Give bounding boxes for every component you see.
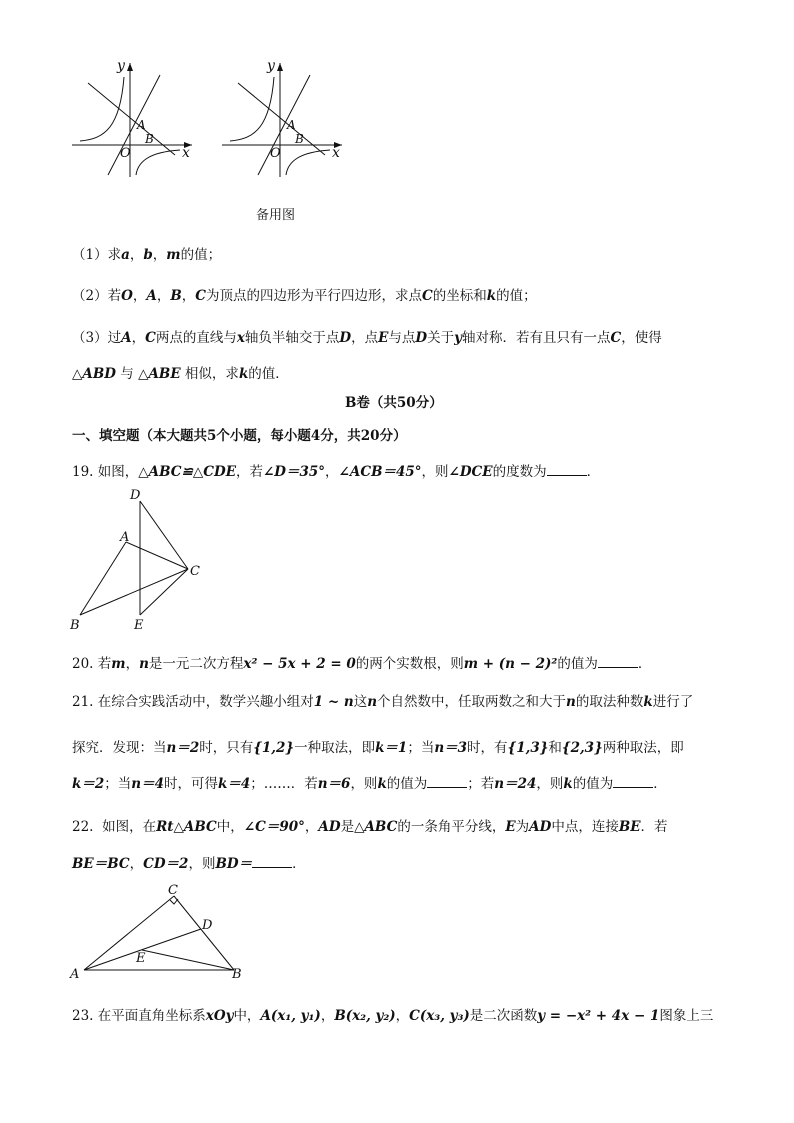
figure-left	[72, 58, 192, 177]
label-d: D	[202, 918, 213, 933]
question-21-line-2: 探究．发现：当n＝2时，只有{1,2}一种取法，即k＝1；当n＝3时，有{1,3}和{2,3}两种取法，即	[72, 740, 684, 756]
question-19: 19. 如图，△ABC≌△CDE，若∠D＝35°，∠ACB＝45°，则∠DCE的度数为 ．	[72, 464, 601, 480]
origin-label: O	[120, 146, 131, 161]
section-b-title: B卷（共50分）	[345, 395, 443, 411]
question-22-line-2: BE＝BC，CD＝2，则BD＝ ．	[72, 856, 306, 872]
answer-blank-2[interactable]	[613, 775, 653, 788]
point-b-label: B	[145, 132, 154, 146]
x-axis-label: x	[332, 145, 340, 161]
top-figures	[60, 55, 360, 180]
figure-right	[222, 58, 342, 177]
question-part-3-line-2: △ABD 与 △ABE 相似，求k的值．	[72, 366, 289, 382]
section-b-subtitle: 一、填空题（本大题共5个小题，每小题4分，共20分）	[72, 428, 407, 444]
question-23: 23. 在平面直角坐标系xOy中，A(x₁, y₁)，B(x₂, y₂)，C(x₃, y₃)是二次函数y = −x² + 4x − 1图象上三	[72, 1008, 714, 1024]
label-a: A	[70, 967, 80, 982]
label-e: E	[134, 618, 144, 633]
label-c: C	[190, 564, 200, 579]
point-a-label: A	[287, 118, 296, 132]
x-axis-label: x	[182, 145, 190, 161]
point-b-label: B	[295, 132, 304, 146]
label-c: C	[168, 883, 178, 898]
answer-blank[interactable]	[547, 463, 587, 476]
y-axis-label: y	[117, 58, 125, 74]
answer-blank[interactable]	[252, 855, 292, 868]
answer-blank-1[interactable]	[427, 775, 467, 788]
label-b: B	[70, 618, 80, 633]
question-part-2: （2）若O，A，B，C为顶点的四边形为平行四边形，求点C的坐标和k的值；	[72, 288, 537, 304]
q19-figure	[68, 487, 218, 635]
question-part-3-line-1: （3）过A，C两点的直线与x轴负半轴交于点D，点E与点D关于y轴对称．若有且只有一点C，使得	[72, 330, 662, 346]
origin-label: O	[270, 146, 281, 161]
point-a-label: A	[137, 118, 146, 132]
question-22-line-1: 22. 如图，在Rt△ABC中，∠C＝90°，AD是△ABC的一条角平分线，E为AD中点，连接BE．若	[72, 819, 668, 835]
label-e: E	[136, 951, 146, 966]
answer-blank[interactable]	[598, 655, 638, 668]
label-a: A	[120, 530, 130, 545]
question-20: 20. 若m，n是一元二次方程x² − 5x + 2 = 0的两个实数根，则m + (n − 2)²的值为 ．	[72, 656, 652, 672]
q22-figure	[66, 882, 256, 982]
question-21-line-1: 21. 在综合实践活动中，数学兴趣小组对1 ~ n这n个自然数中，任取两数之和大于n的取法种数k进行了	[72, 694, 694, 710]
label-d: D	[130, 488, 141, 503]
label-b: B	[232, 967, 242, 982]
y-axis-label: y	[267, 58, 275, 74]
figure-caption: 备用图	[256, 208, 296, 223]
question-21-line-3: k＝2；当n＝4时，可得k＝4；……．若n＝6，则k的值为 ；若n＝24，则k的值为 ．	[72, 776, 667, 792]
question-part-1: （1）求a，b，m的值；	[72, 247, 222, 263]
